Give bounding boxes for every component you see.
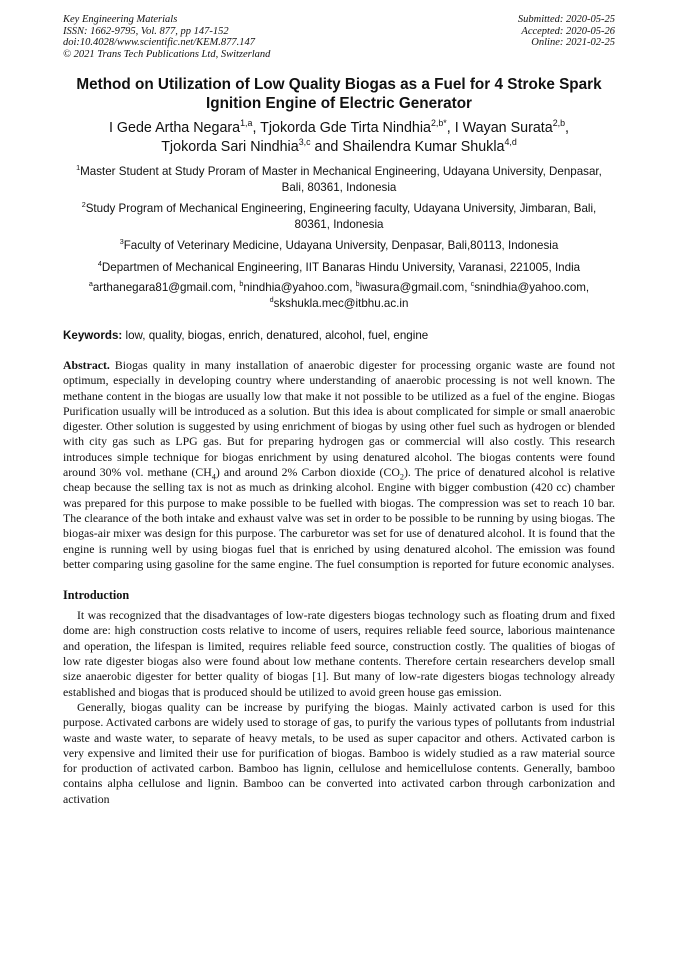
accepted-date: Accepted: 2020-05-26 — [521, 25, 615, 37]
dates-info — [518, 14, 615, 60]
online-date: Online: 2021-02-25 — [531, 37, 615, 48]
issn-line: ISSN: 1662-9795, Vol. 877, pp 147-152 — [63, 25, 229, 37]
body-paragraph: It was recognized that the disadvantages of low-rate digesters biogas technology such as floating drum and fixed dome are: high construction costs relative to income of users, requires reliable feed source, laborious maintenance and operation, the lifespan is limited, requires reliable feed source, construction costly. The qualities of biogas of low rate digester biogas also were found about low methane contents. Therefore certain researchers develop small size anaerobic digester for better quality of biogas [1]. But many of low-rate digesters biogas technology already established and biogas that is produced should be utilized to avoid green house gas emission. — [63, 608, 615, 699]
email-link[interactable]: skshukla.mec@itbhu.ac.in — [273, 296, 409, 310]
email-link[interactable]: snindhia@yahoo.com, — [474, 281, 590, 294]
affiliation-3: $^3$Faculty of Veterinary Medicine, Udayana University, Denpasar, Bali,80113, Indonesia — [119, 237, 559, 252]
affiliation-4: $^4$Departmen of Mechanical Engineering, IIT Banaras Hindu University, Varanasi, 221005, India — [97, 258, 581, 274]
author-emails: $^a$arthanegara81@gmail.com, $^b$nindhia@yahoo.com, $^b$iwasura@gmail.com, $^c$snindhia@yahoo.com, $^d$skshukla.mec@itbhu.ac.in — [88, 279, 590, 310]
author-affiliation-mark: 4,d — [504, 136, 517, 147]
body-paragraph: Generally, biogas quality can be increase by purifying the biogas. Mainly activated carbon is used for this purpose. Activated carbons are widely used to storage of gas, to purify the various types of pollutants from industrial waste and waste water, to separate of heavy metals, to be used as super capacitor and others. Activated carbon is very expensive and limited their use for purification of biogas. Bamboo is widely studied as a raw material source for production of activated carbon. Bamboo has lignin, cellulose and hemicellulose contents. Generally, bamboo contains alpha cellulose and lignin. Bamboo can be converted into activated carbon through carbonization and activation — [63, 699, 615, 806]
journal-info — [63, 14, 270, 60]
author-affiliation-mark: 2,b — [552, 118, 566, 129]
submitted-date: Submitted: 2020-05-25 — [517, 14, 615, 25]
keywords-text: low, quality, biogas, enrich, denatured, alcohol, fuel, engine — [122, 329, 429, 342]
author: I Wayan Surata$^{2,b}$, — [454, 118, 570, 136]
paper-page — [63, 14, 615, 807]
email-link[interactable]: nindhia@yahoo.com, — [243, 281, 356, 294]
copyright-line: © 2021 Trans Tech Publications Ltd, Switzerland — [63, 48, 271, 60]
doi-line: doi:10.4028/www.scientific.net/KEM.877.147 — [63, 37, 255, 48]
author-affiliation-mark: 2,b* — [430, 118, 447, 129]
affiliation-2: $^2$Study Program of Mechanical Engineering, Engineering faculty, Udayana University, Jimbaran, Bali, 80361, Indonesia — [81, 200, 597, 231]
author: Shailendra Kumar Shukla$^{4,d}$ — [342, 136, 517, 155]
author: Tjokorda Gde Tirta Nindhia$^{2,b*}$, — [260, 118, 455, 136]
paper-title: Method on Utilization of Low Quality Biogas as a Fuel for 4 Stroke Spark Ignition Engine of Electric Generator — [76, 76, 602, 112]
publication-header — [63, 14, 615, 60]
abstract: Abstract. Biogas quality in many installation of anaerobic digester for processing organic waste are found not optimum, especially in developing country where understanding of anaerobic processing is not well known. The methane content in the biogas are usually low that make it not possible to be utilized as a fuel of the engine. Biogas Purification usually will be introduced as a solution. But this idea is about complicated for simple or small anaerobic digester. Other solution is suggested by using enrichment of biogas by using other fuel such as hydrogen or blended with city gas such as LPG gas. But for preparing hydrogen gas or commercial will also costly. This research introduces simple technique for biogas enrichment by using denatured alcohol. The biogas contents were found around 30% vol. methane $(CH_4)$ and around 2% Carbon dioxide $(CO_2)$. The price of denatured alcohol is relative cheap because the selling tax is not as much as drinking alcohol. Engine with bigger combustion (420 cc) chamber was prepared for this purpose to make possible to be fuelled with biogas. The compression was set to reach 10 bar. The clearance of the both intake and exhaust valve was set in order to be possible to be running by using biogas. The biogas-air mixer was design for this purpose. The carburetor was set for use of denatured alcohol. It is found that the engine is running well by using biogas fuel that is enriched by using denatured alcohol. The emission was found better comparing using gasoline for the same engine. The fuel consumption is reported for future economic analyses. — [63, 358, 615, 571]
keywords — [63, 328, 615, 343]
author-affiliation-mark: 1,a — [240, 118, 253, 129]
author: I Gede Artha Negara$^{1,a}$, — [108, 118, 261, 136]
author-affiliation-mark: 3,c — [298, 136, 311, 147]
author-list — [63, 119, 615, 156]
keywords-label: Keywords: — [63, 329, 123, 342]
email-link[interactable]: arthanegara81@gmail.com, — [92, 281, 240, 294]
abstract-label: Abstract. — [63, 358, 110, 372]
affiliation-1: $^1$Master Student at Study Proram of Master in Mechanical Engineering, Udayana University, Denpasar, Bali, 80361, Indonesia — [76, 163, 602, 194]
email-link[interactable]: iwasura@gmail.com, — [359, 281, 471, 294]
author: Tjokorda Sari Nindhia$^{3,c}$ and — [161, 136, 343, 155]
journal-name: Key Engineering Materials — [63, 14, 178, 25]
section-heading-introduction: Introduction — [63, 588, 130, 603]
